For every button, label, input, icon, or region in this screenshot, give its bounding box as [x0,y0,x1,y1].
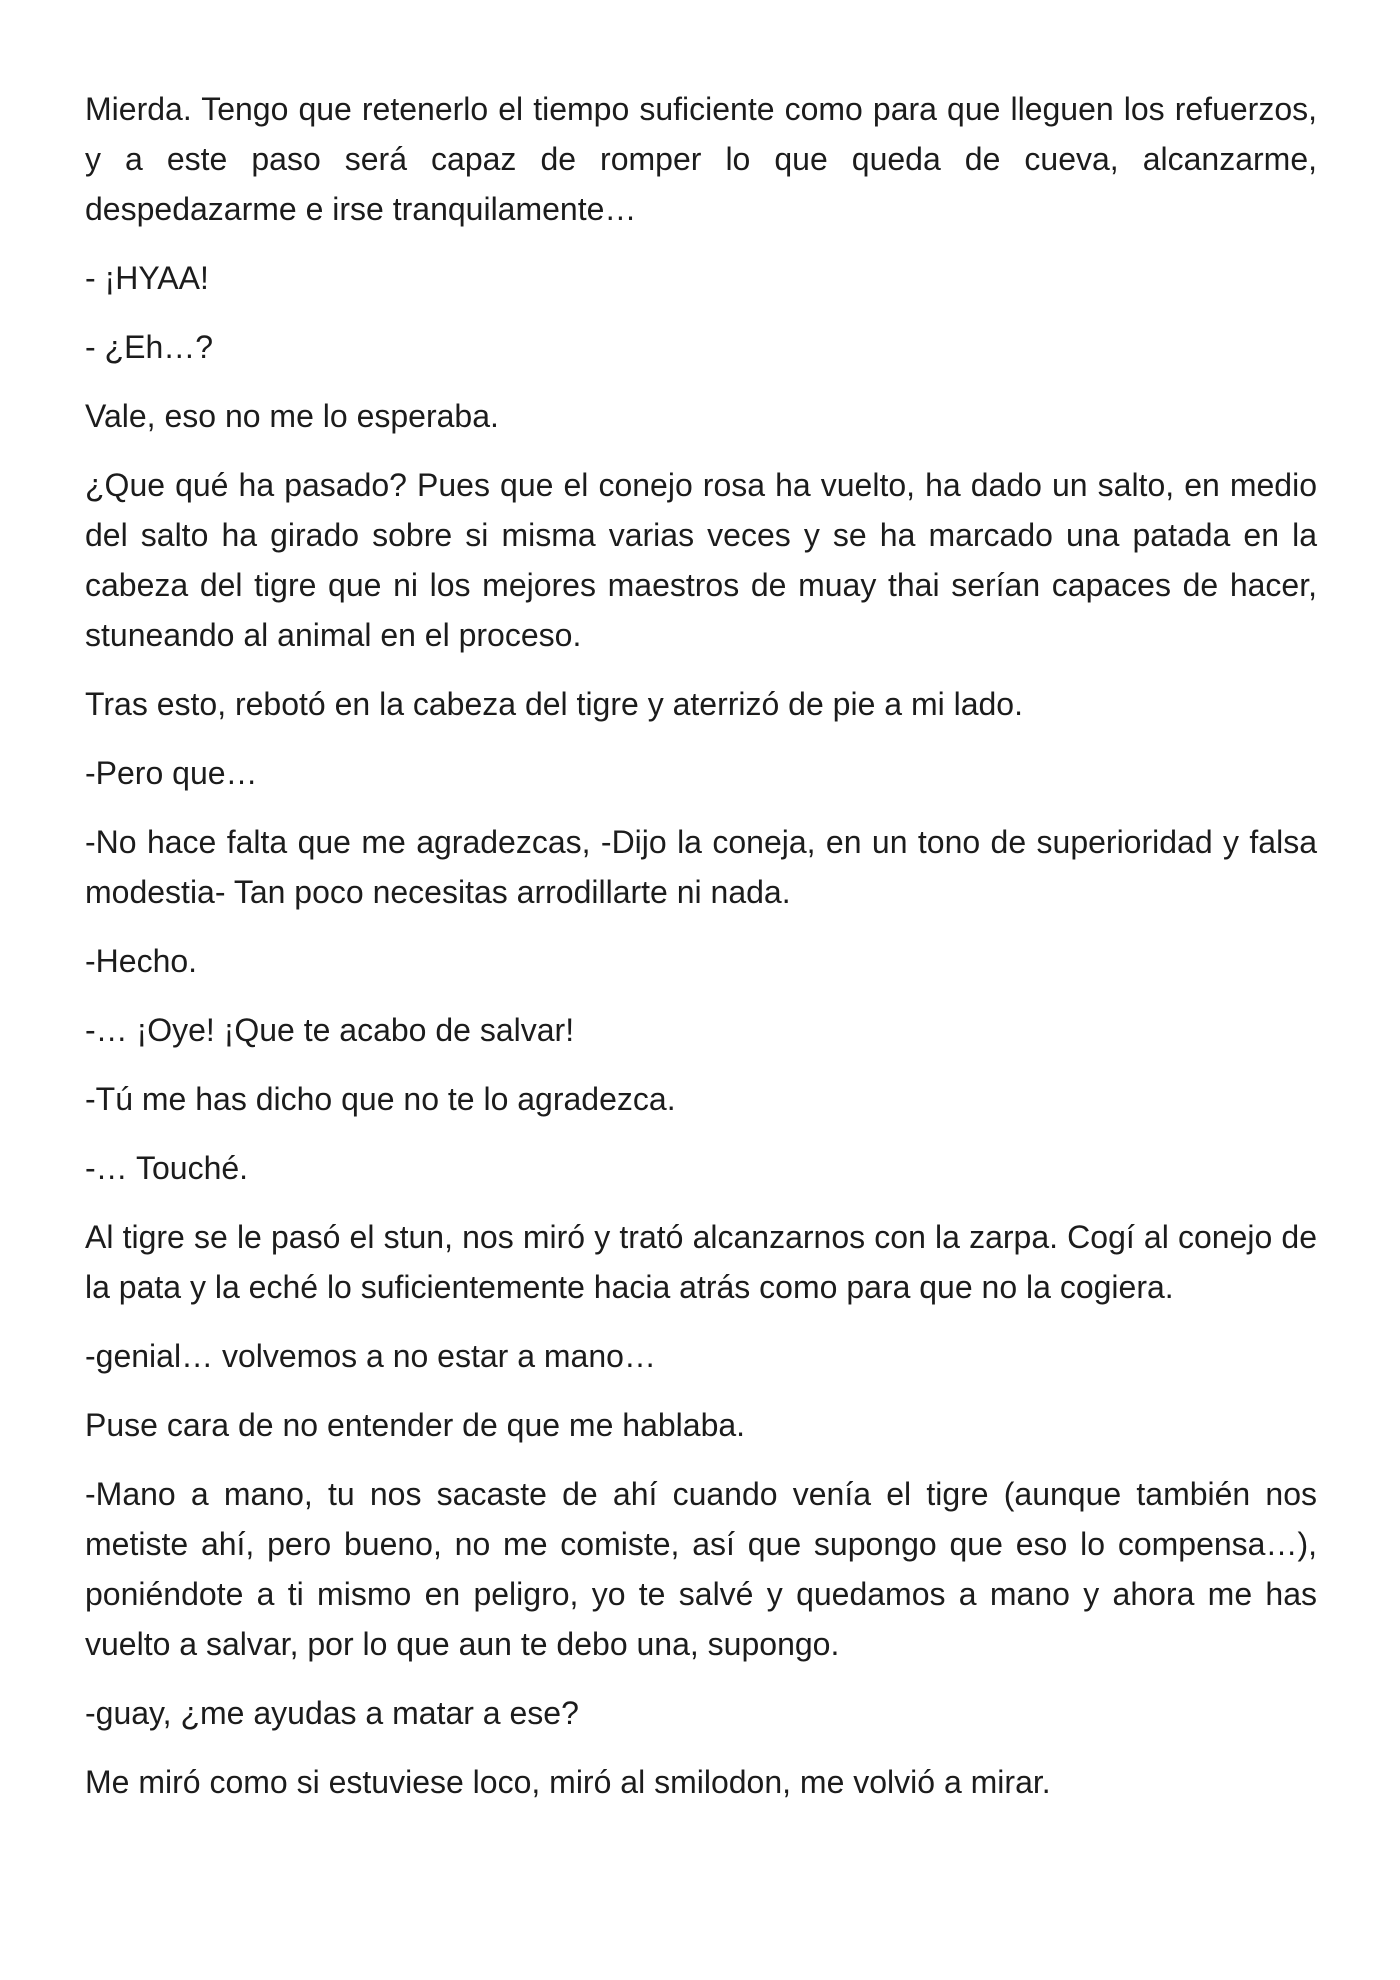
paragraph: -No hace falta que me agradezcas, -Dijo la coneja, en un tono de superioridad y falsa modestia- Tan poco necesitas arrodillarte ni nada. [85,824,1317,910]
paragraph: Vale, eso no me lo esperaba. [85,398,499,434]
paragraph: -genial… volvemos a no estar a mano… [85,1338,656,1374]
document-body [85,84,1317,1826]
paragraph: Al tigre se le pasó el stun, nos miró y trató alcanzarnos con la zarpa. Cogí al conejo de la pata y la eché lo suficientemente hacia atrás como para que no la cogiera. [85,1219,1317,1305]
paragraph: -… Touché. [85,1150,249,1186]
paragraph: Tras esto, rebotó en la cabeza del tigre y aterrizó de pie a mi lado. [85,686,1023,722]
paragraph: Puse cara de no entender de que me hablaba. [85,1407,746,1443]
paragraph: Me miró como si estuviese loco, miró al smilodon, me volvió a mirar. [85,1764,1051,1800]
paragraph: -guay, ¿me ayudas a matar a ese? [85,1695,579,1731]
paragraph: -… ¡Oye! ¡Que te acabo de salvar! [85,1012,575,1048]
paragraph: - ¡HYAA! [85,260,209,296]
paragraph: - ¿Eh…? [85,329,214,365]
paragraph: -Tú me has dicho que no te lo agradezca. [85,1081,676,1117]
paragraph: ¿Que qué ha pasado? Pues que el conejo rosa ha vuelto, ha dado un salto, en medio del salto ha girado sobre si misma varias veces y se ha marcado una patada en la cabeza del tigre que ni los mejores maestros de muay thai serían capaces de hacer, stuneando al animal en el proceso. [85,467,1317,653]
paragraph: Mierda. Tengo que retenerlo el tiempo suficiente como para que lleguen los refuerzos, y a este paso será capaz de romper lo que queda de cueva, alcanzarme, despedazarme e irse tranquilamente… [85,91,1317,227]
paragraph: -Pero que… [85,755,258,791]
paragraph: -Mano a mano, tu nos sacaste de ahí cuando venía el tigre (aunque también nos metiste ahí, pero bueno, no me comiste, así que supongo que eso lo compensa…), poniéndote a ti mismo en peligro, yo te salvé y quedamos a mano y ahora me has vuelto a salvar, por lo que aun te debo una, supongo. [85,1476,1317,1662]
paragraph: -Hecho. [85,943,198,979]
